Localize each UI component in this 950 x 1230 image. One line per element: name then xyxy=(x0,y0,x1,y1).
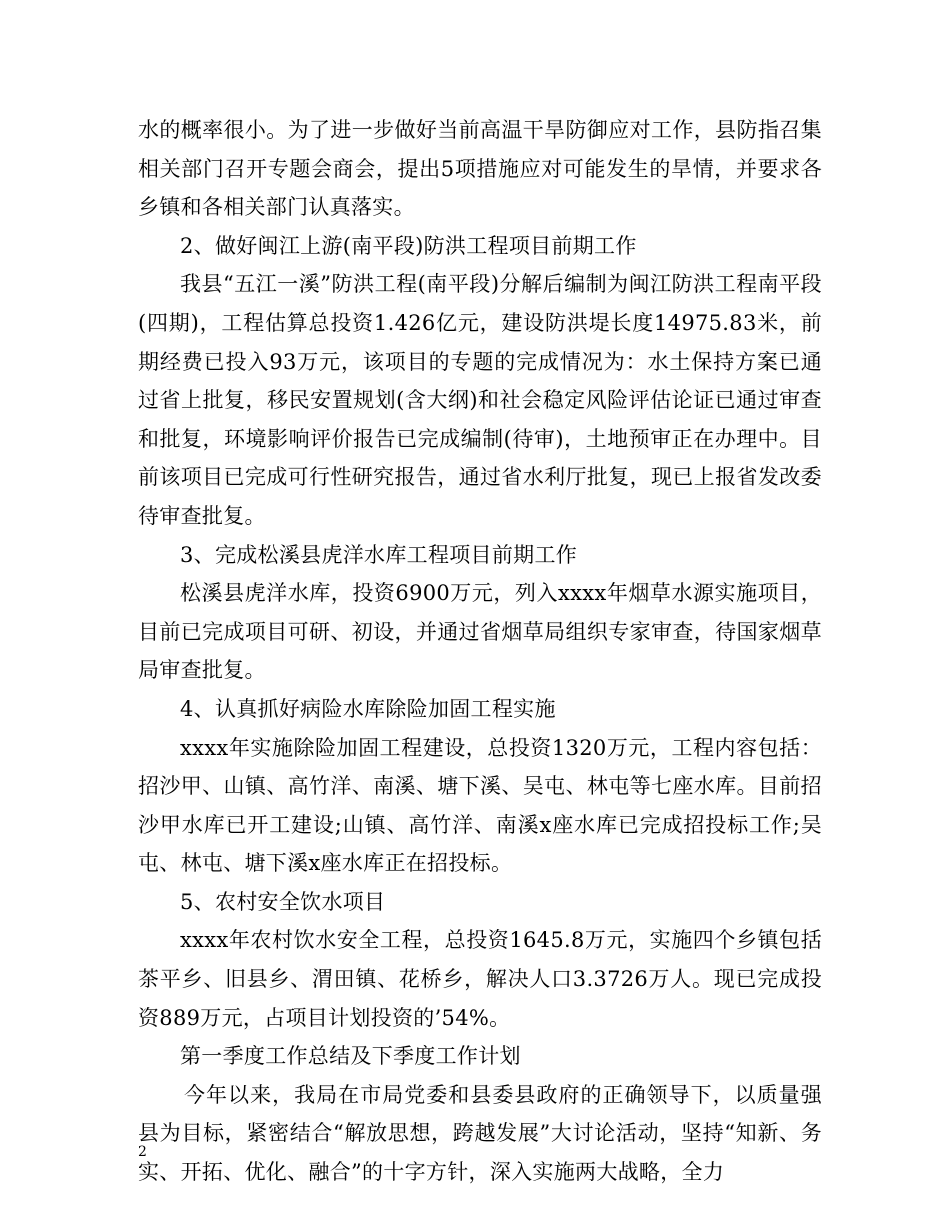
heading-rural-drinking-water: 5、农村安全饮水项目 xyxy=(180,889,386,914)
heading-huyang-reservoir: 3、完成松溪县虎洋水库工程项目前期工作 xyxy=(180,542,578,567)
heading-flood-control-project: 2、做好闽江上游(南平段)防洪工程项目前期工作 xyxy=(180,233,637,258)
paragraph-huyang-reservoir: 松溪县虎洋水库，投资6900万元，列入xxxx年烟草水源实施项目，目前已完成项目可研、初设，并通过省烟草局组织专家审查，待国家烟草局审查批复。 xyxy=(138,581,822,683)
paragraph-flood-control-project: 我县“五江一溪”防洪工程(南平段)分解后编制为闽江防洪工程南平段(四期)，工程估算总投资1.426亿元，建设防洪堤长度14975.83米，前期经费已投入93万元，该项目的专题的完成情况为：水土保持方案已通过省上批复，移民安置规划(含大纲)和社会稳定风险评估论证已通过审查和批复，环境影响评价报告已完成编制(待审)，土地预审正在办理中。目前该项目已完成可行性研究报告，通过省水利厅批复，现已上报省发改委待审查批复。 xyxy=(138,272,822,528)
paragraph-quarterly-summary: 今年以来，我局在市局党委和县委县政府的正确领导下，以质量强县为目标，紧密结合“解放思想，跨越发展”大讨论活动，坚持“知新、务实、开拓、优化、融合”的十字方针，深入实施两大战略，全力 xyxy=(138,1082,822,1185)
heading-reservoir-reinforcement: 4、认真抓好病险水库除险加固工程实施 xyxy=(180,696,556,721)
document-body xyxy=(138,111,822,1192)
paragraph-drought-measures: 水的概率很小。为了进一步做好当前高温干旱防御应对工作，县防指召集相关部门召开专题会商会，提出5项措施应对可能发生的旱情，并要求各乡镇和各相关部门认真落实。 xyxy=(138,118,822,220)
paragraph-rural-drinking-water: xxxx年农村饮水安全工程，总投资1645.8万元，实施四个乡镇包括茶平乡、旧县乡、渭田镇、花桥乡，解决人口3.3726万人。现已完成投资889万元，占项目计划投资的’54%。 xyxy=(138,928,822,1030)
page-number: 2 xyxy=(138,1144,147,1160)
heading-quarterly-summary: 第一季度工作总结及下季度工作计划 xyxy=(180,1044,521,1069)
paragraph-reservoir-reinforcement: xxxx年实施除险加固工程建设，总投资1320万元，工程内容包括：招沙甲、山镇、高竹洋、南溪、塘下溪、吴屯、林屯等七座水库。目前招沙甲水库已开工建设;山镇、高竹洋、南溪x座水库已完成招投标工作;吴屯、林屯、塘下溪x座水库正在招投标。 xyxy=(138,735,822,876)
